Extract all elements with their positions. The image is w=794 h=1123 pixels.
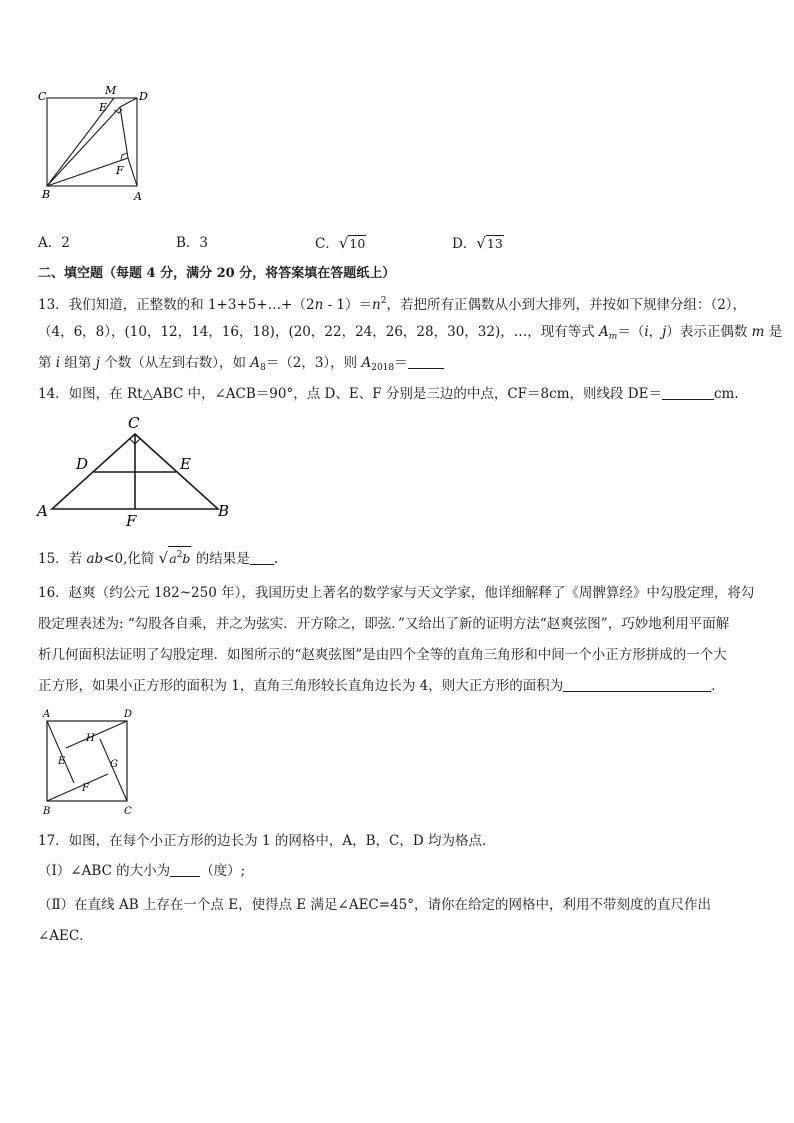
label-f: F [126, 512, 137, 530]
q14-answer-blank[interactable] [662, 385, 714, 400]
option-d: D．√13 [452, 234, 503, 252]
label-c: C [38, 90, 47, 103]
figure-q16 [36, 706, 140, 820]
option-c: C．√10 [315, 234, 366, 252]
label-h: H [86, 733, 95, 744]
q16-line-1: 16．赵爽（约公元 182~250 年），我国历史上著名的数学家与天文学家，他详细解释了《周髀算经》中勾股定理，将勾 [38, 585, 755, 601]
segment-b-to-g [47, 774, 108, 801]
label-m: M [105, 84, 117, 97]
label-c: C [124, 806, 132, 817]
label-e: E [58, 756, 66, 767]
segment-a-to-f [47, 721, 74, 783]
label-d: D [139, 90, 148, 103]
q13-line-2: （4，6，8），(10，12，14，16，18)，(20，22，24，26，28，30，32)，…，现有等式 $A_m=(i$，j）表示正偶数 m 是 [38, 324, 783, 342]
segment-be [47, 107, 120, 186]
figure-q14 [34, 412, 234, 530]
q17-answer-blank[interactable] [170, 862, 200, 877]
figure-q12 [36, 84, 154, 204]
label-a: A [37, 502, 48, 520]
q17-part-1: （Ⅰ）∠ABC 的大小为 （度）; [38, 863, 246, 879]
label-b: B [43, 806, 51, 817]
label-f: F [116, 164, 124, 177]
segment-ed [120, 98, 137, 107]
label-a: A [43, 709, 51, 720]
label-c: C [128, 414, 140, 432]
q16-line-2: 股定理表述为: “勾股各自乘，并之为弦实．开方除之，即弦．”又给出了新的证明方法“赵爽弦图”，巧妙地利用平面解 [38, 616, 730, 632]
label-d: D [76, 455, 89, 473]
label-f: F [82, 783, 89, 794]
q15-text: 15．若 ab<0,化简 $√a^2b$ 的结果是 . [38, 546, 278, 568]
q13-answer-blank[interactable] [408, 354, 444, 369]
q14-text: 14．如图，在 Rt△ABC 中，∠ACB＝90°，点 D、E、F 分别是三边的中点，CF＝8cm，则线段 DE＝ cm. [38, 386, 739, 402]
label-b: B [42, 188, 51, 201]
segment-fa [128, 158, 137, 186]
segment-ef [120, 107, 128, 158]
label-b: B [218, 502, 230, 520]
q13-line-3: 第 i 组第 j 个数（从左到右数），如 $A_8=(2$，3），则 $A_{2018}=$ [38, 354, 444, 377]
q13-line-1: 13．我们知道，正整数的和 1+3+5+…+（2n - $1)=n^2$，若把所有正偶数从小到大排列，并按如下规律分组：（2）， [38, 296, 747, 313]
option-a: A．2 [38, 235, 70, 251]
q17-line-1: 17．如图，在每个小正方形的边长为 1 的网格中，A，B，C，D 均为格点． [38, 833, 496, 849]
option-b: B．3 [176, 235, 209, 251]
q15-answer-blank[interactable] [250, 550, 274, 565]
q17-part-2-end: ∠AEC． [38, 928, 93, 944]
label-e: E [99, 101, 108, 114]
q16-line-3: 析几何面积法证明了勾股定理．如图所示的“赵爽弦图”是由四个全等的直角三角形和中间一个小正方形拼成的一个大 [38, 647, 727, 663]
label-a: A [134, 190, 142, 203]
section-heading: 二、填空题（每题 4 分，满分 20 分，将答案填在答题纸上） [38, 266, 396, 281]
label-d: D [124, 709, 133, 720]
q17-part-2: （Ⅱ）在直线 AB 上存在一个点 E，使得点 E 满足∠AEC=45°，请你在给定的网格中，利用不带刻度的直尺作出 [38, 897, 711, 913]
q16-line-4: 正方形，如果小正方形的面积为 1，直角三角形较长直角边长为 4，则大正方形的面积为 ． [38, 678, 725, 694]
label-g: G [110, 759, 118, 770]
label-e: E [180, 455, 191, 473]
q16-answer-blank[interactable] [563, 677, 711, 692]
segment-d-to-e [66, 721, 127, 748]
segment-c-to-h [100, 739, 127, 801]
